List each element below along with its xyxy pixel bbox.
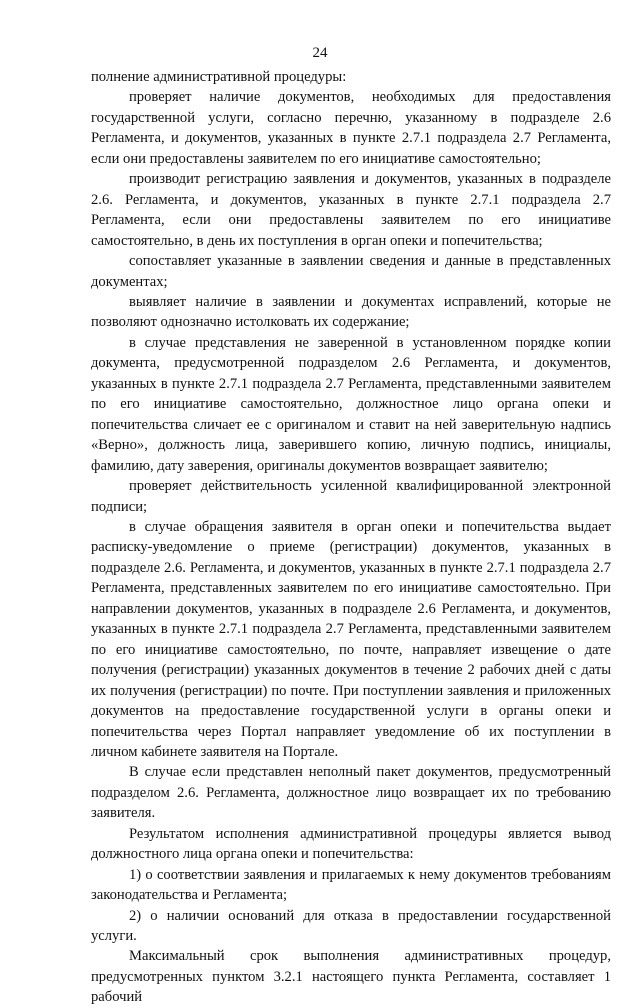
paragraph: проверяет действительность усиленной квалифицированной электронной подписи;	[91, 478, 611, 515]
paragraph: производит регистрацию заявления и документов, указанных в подразделе 2.6. Регламента, и документов, указанных в пункте 2.7.1 подраздела 2.7 Регламента, если они предоставлены заявителем по его инициативе самостоятельно, в день их поступления в орган опеки и попечительства;	[91, 171, 611, 249]
paragraph: 1) о соответствии заявления и прилагаемых к нему документов требованиям законодательства и Регламента;	[91, 866, 611, 904]
body-text	[91, 67, 611, 1008]
paragraph: полнение административной процедуры:	[91, 69, 347, 85]
paragraph: сопоставляет указанные в заявлении сведения и данные в представленных документах;	[91, 253, 611, 290]
paragraph: В случае если представлен неполный пакет документов, предусмотренный подразделом 2.6. Регламента, должностное лицо возвращает их по требованию заявителя.	[91, 764, 611, 822]
page-number: 24	[312, 45, 328, 61]
paragraph: в случае представления не заверенной в установленном порядке копии документа, предусмотренной подразделом 2.6 Регламента, и документов, указанных в пункте 2.7.1 подраздела 2.7 Регламента, представленными заявителем по его инициативе самостоятельно, должностное лицо органа опеки и попечительства сличает ее с оригиналом и ставит на ней заверительную надпись «Верно», должность лица, заверившего копию, личную подпись, инициалы, фамилию, дату заверения, оригиналы документов возвращает заявителю;	[91, 334, 611, 474]
paragraph: Максимальный срок выполнения административных процедур, предусмотренных пунктом 3.2.1 настоящего пункта Регламента, составляет 1 рабочий	[91, 948, 611, 1006]
paragraph: в случае обращения заявителя в орган опеки и попечительства выдает расписку-уведомление о приеме (регистрации) документов, указанных в подразделе 2.6. Регламента, и документов, указанных в пункте 2.7.1 подраздела 2.7 Регламента, представленных заявителем по его инициативе самостоятельно. При направлении документов, указанных в подразделе 2.6 Регламента, и документов, указанных в пункте 2.7.1 подраздела 2.7 Регламента, представленными заявителем по его инициативе самостоятельно, по почте, направляет извещение о дате получения (регистрации) указанных документов в течение 2 рабочих дней с даты их получения (регистрации) по почте. При поступлении заявления и приложенных документов на предоставление государственной услуги в органы опеки и попечительства через Портал направляет уведомление об их поступлении в личном кабинете заявителя на Портале.	[91, 518, 611, 760]
paragraph: выявляет наличие в заявлении и документах исправлений, которые не позволяют однозначно истолковать их содержание;	[91, 293, 611, 331]
paragraph: Результатом исполнения административной процедуры является вывод должностного лица органа опеки и попечительства:	[91, 825, 611, 863]
paragraph: проверяет наличие документов, необходимых для предоставления государственной услуги, согласно перечню, указанному в подразделе 2.6 Регламента, и документов, указанных в пункте 2.7.1 подраздела 2.7 Регламента, если они предоставлены заявителем по его инициативе самостоятельно;	[91, 89, 611, 167]
paragraph: 2) о наличии оснований для отказа в предоставлении государственной услуги.	[91, 907, 611, 945]
